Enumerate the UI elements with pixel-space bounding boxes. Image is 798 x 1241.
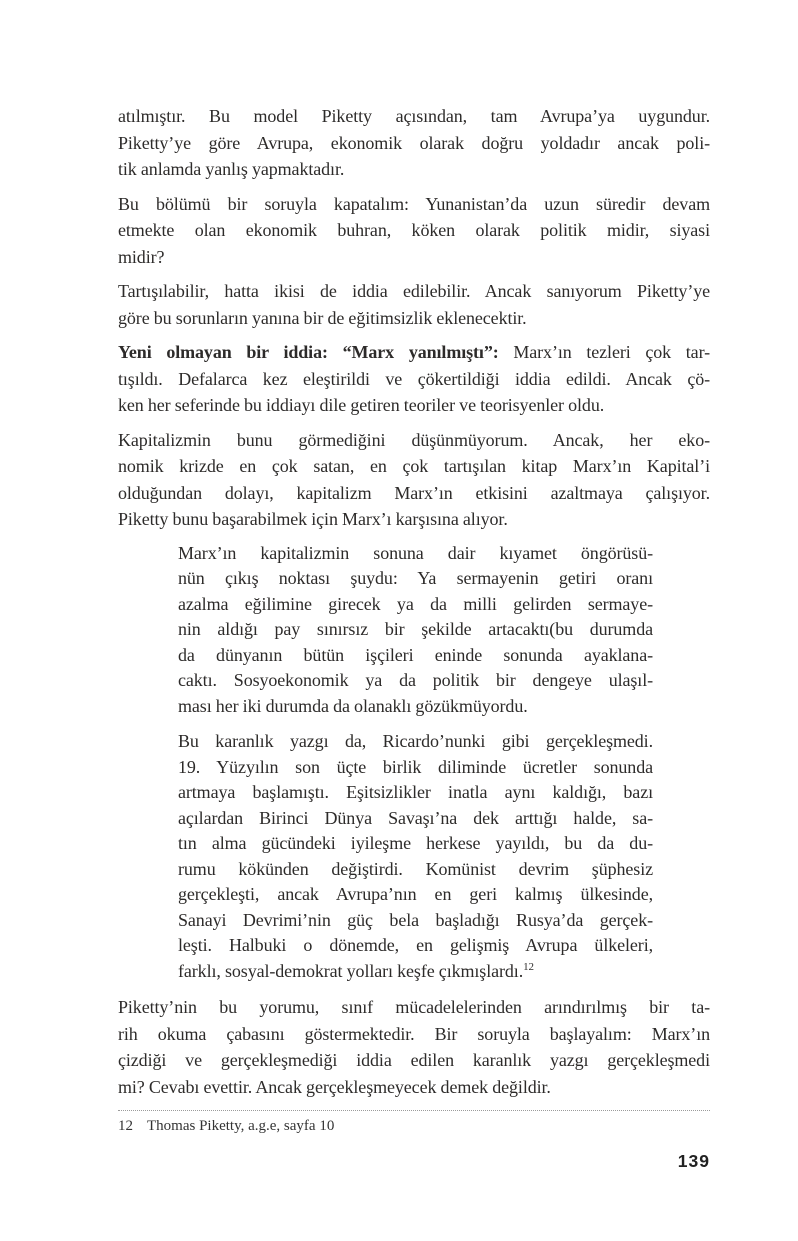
body-paragraph (118, 427, 710, 533)
text-line: atılmıştır. Bu model Piketty açısından, tam Avrupa’ya uygundur. (118, 106, 710, 126)
quote-paragraph (178, 729, 653, 984)
text-line: Bu bölümü bir soruyla kapatalım: Yunanistan’da uzun süredir devam (118, 193, 710, 214)
text-line: olduğundan dolayı, kapitalizm Marx’ın etkisini azaltmaya çalışıyor. (118, 482, 710, 503)
text-line: ması her iki durumda da olanaklı gözükmüyordu. (178, 695, 528, 716)
text-line: artmaya başlamıştı. Eşitsizlikler inatla aynı kaldığı, bazı (178, 782, 653, 802)
body-paragraph (118, 278, 710, 331)
text-line: açılardan Birinci Dünya Savaşı’na dek arttığı halde, sa- (178, 807, 653, 828)
text-line: mi? Cevabı evettir. Ancak gerçekleşmeyecek demek değildir. (118, 1076, 551, 1097)
text-line: nin aldığı pay sınırsız bir şekilde artacaktı(bu durumda (178, 619, 653, 639)
bold-lead-in: Yeni olmayan bir iddia: “Marx yanılmıştı”: (118, 342, 499, 362)
text-line: ken her seferinde bu iddiayı dile getiren teoriler ve teorisyenler oldu. (118, 395, 605, 415)
text-line: azalma eğilimine girecek ya da milli gelirden sermaye- (178, 593, 653, 614)
page-number: 139 (677, 1151, 710, 1171)
text-line: Piketty’ye göre Avrupa, ekonomik olarak doğru yoldadır ancak poli- (118, 132, 710, 153)
text-line: göre bu sorunların yanına bir de eğitimsizlik eklenecektir. (118, 307, 527, 328)
text-line: Sanayi Devrimi’nin güç bela başladığı Rusya’da gerçek- (178, 909, 653, 930)
text-line: Piketty bunu başarabilmek için Marx’ı karşısına alıyor. (118, 509, 508, 529)
text-line: caktı. Sosyoekonomik ya da politik bir dengeye ulaşıl- (178, 670, 653, 690)
text-line: Kapitalizmin bunu görmediğini düşünmüyorum. Ancak, her eko- (118, 429, 710, 450)
text-line: farklı, sosyal-demokrat yolları keşfe çıkmışlardı.$^{12}$ (178, 960, 534, 981)
footnote-marker: 12 (118, 1118, 133, 1134)
text-line: rumu kökünden değiştirdi. Komünist devrim şüphesiz (178, 858, 653, 879)
text-line: 19. Yüzyılın son üçte birlik diliminde ücretler sonunda (178, 756, 653, 777)
text-line: çizdiği ve gerçekleşmediği iddia edilen karanlık yazgı gerçekleşmedi (118, 1050, 710, 1070)
footnote-text: Thomas Piketty, a.g.e, sayfa 10 (147, 1118, 335, 1134)
footnote-reference: 12 (523, 960, 534, 973)
body-paragraph (118, 994, 710, 1100)
text-line: rih okuma çabasını göstermektedir. Bir soruyla başlayalım: Marx’ın (118, 1023, 710, 1044)
text-block (118, 103, 710, 1108)
quote-paragraph (178, 541, 653, 720)
text-line: Marx’ın kapitalizmin sonuna dair kıyamet öngörüsü- (178, 542, 653, 563)
body-paragraph (118, 191, 710, 271)
text-line: etmekte olan ekonomik buhran, köken olarak politik midir, siyasi (118, 220, 710, 240)
body-paragraph (118, 339, 710, 419)
text-line: Tartışılabilir, hatta ikisi de iddia edilebilir. Ancak sanıyorum Piketty’ye (118, 281, 710, 301)
text-line: nomik krizde en çok satan, en çok tartışılan kitap Marx’ın Kapital’i (118, 456, 710, 476)
text-line: tik anlamda yanlış yapmaktadır. (118, 159, 345, 179)
footnote (118, 1110, 710, 1136)
text-line: da dünyanın bütün işçileri eninde sonunda ayaklana- (178, 644, 653, 665)
text-line: leşti. Halbuki o dönemde, en gelişmiş Avrupa ülkeleri, (178, 935, 653, 955)
text-line: Piketty’nin bu yorumu, sınıf mücadelelerinden arındırılmış bir ta- (118, 997, 710, 1017)
text-line: Yeni olmayan bir iddia: “Marx yanılmıştı”: Marx’ın tezleri çok tar- (118, 342, 710, 362)
text-line: midir? (118, 246, 165, 267)
text-line: tışıldı. Defalarca kez eleştirildi ve çökertildiği iddia edildi. Ancak çö- (118, 368, 710, 389)
text-line: nün çıkış noktası şuydu: Ya sermayenin getiri oranı (178, 568, 653, 588)
text-line: gerçekleşti, ancak Avrupa’nın en geri kalmış ülkesinde, (178, 884, 653, 904)
body-paragraph (118, 103, 710, 183)
text-line: Bu karanlık yazgı da, Ricardo’nunki gibi gerçekleşmedi. (178, 731, 653, 751)
text-line: tın alma gücündeki iyileşme herkese yayıldı, bu da du- (178, 833, 653, 853)
